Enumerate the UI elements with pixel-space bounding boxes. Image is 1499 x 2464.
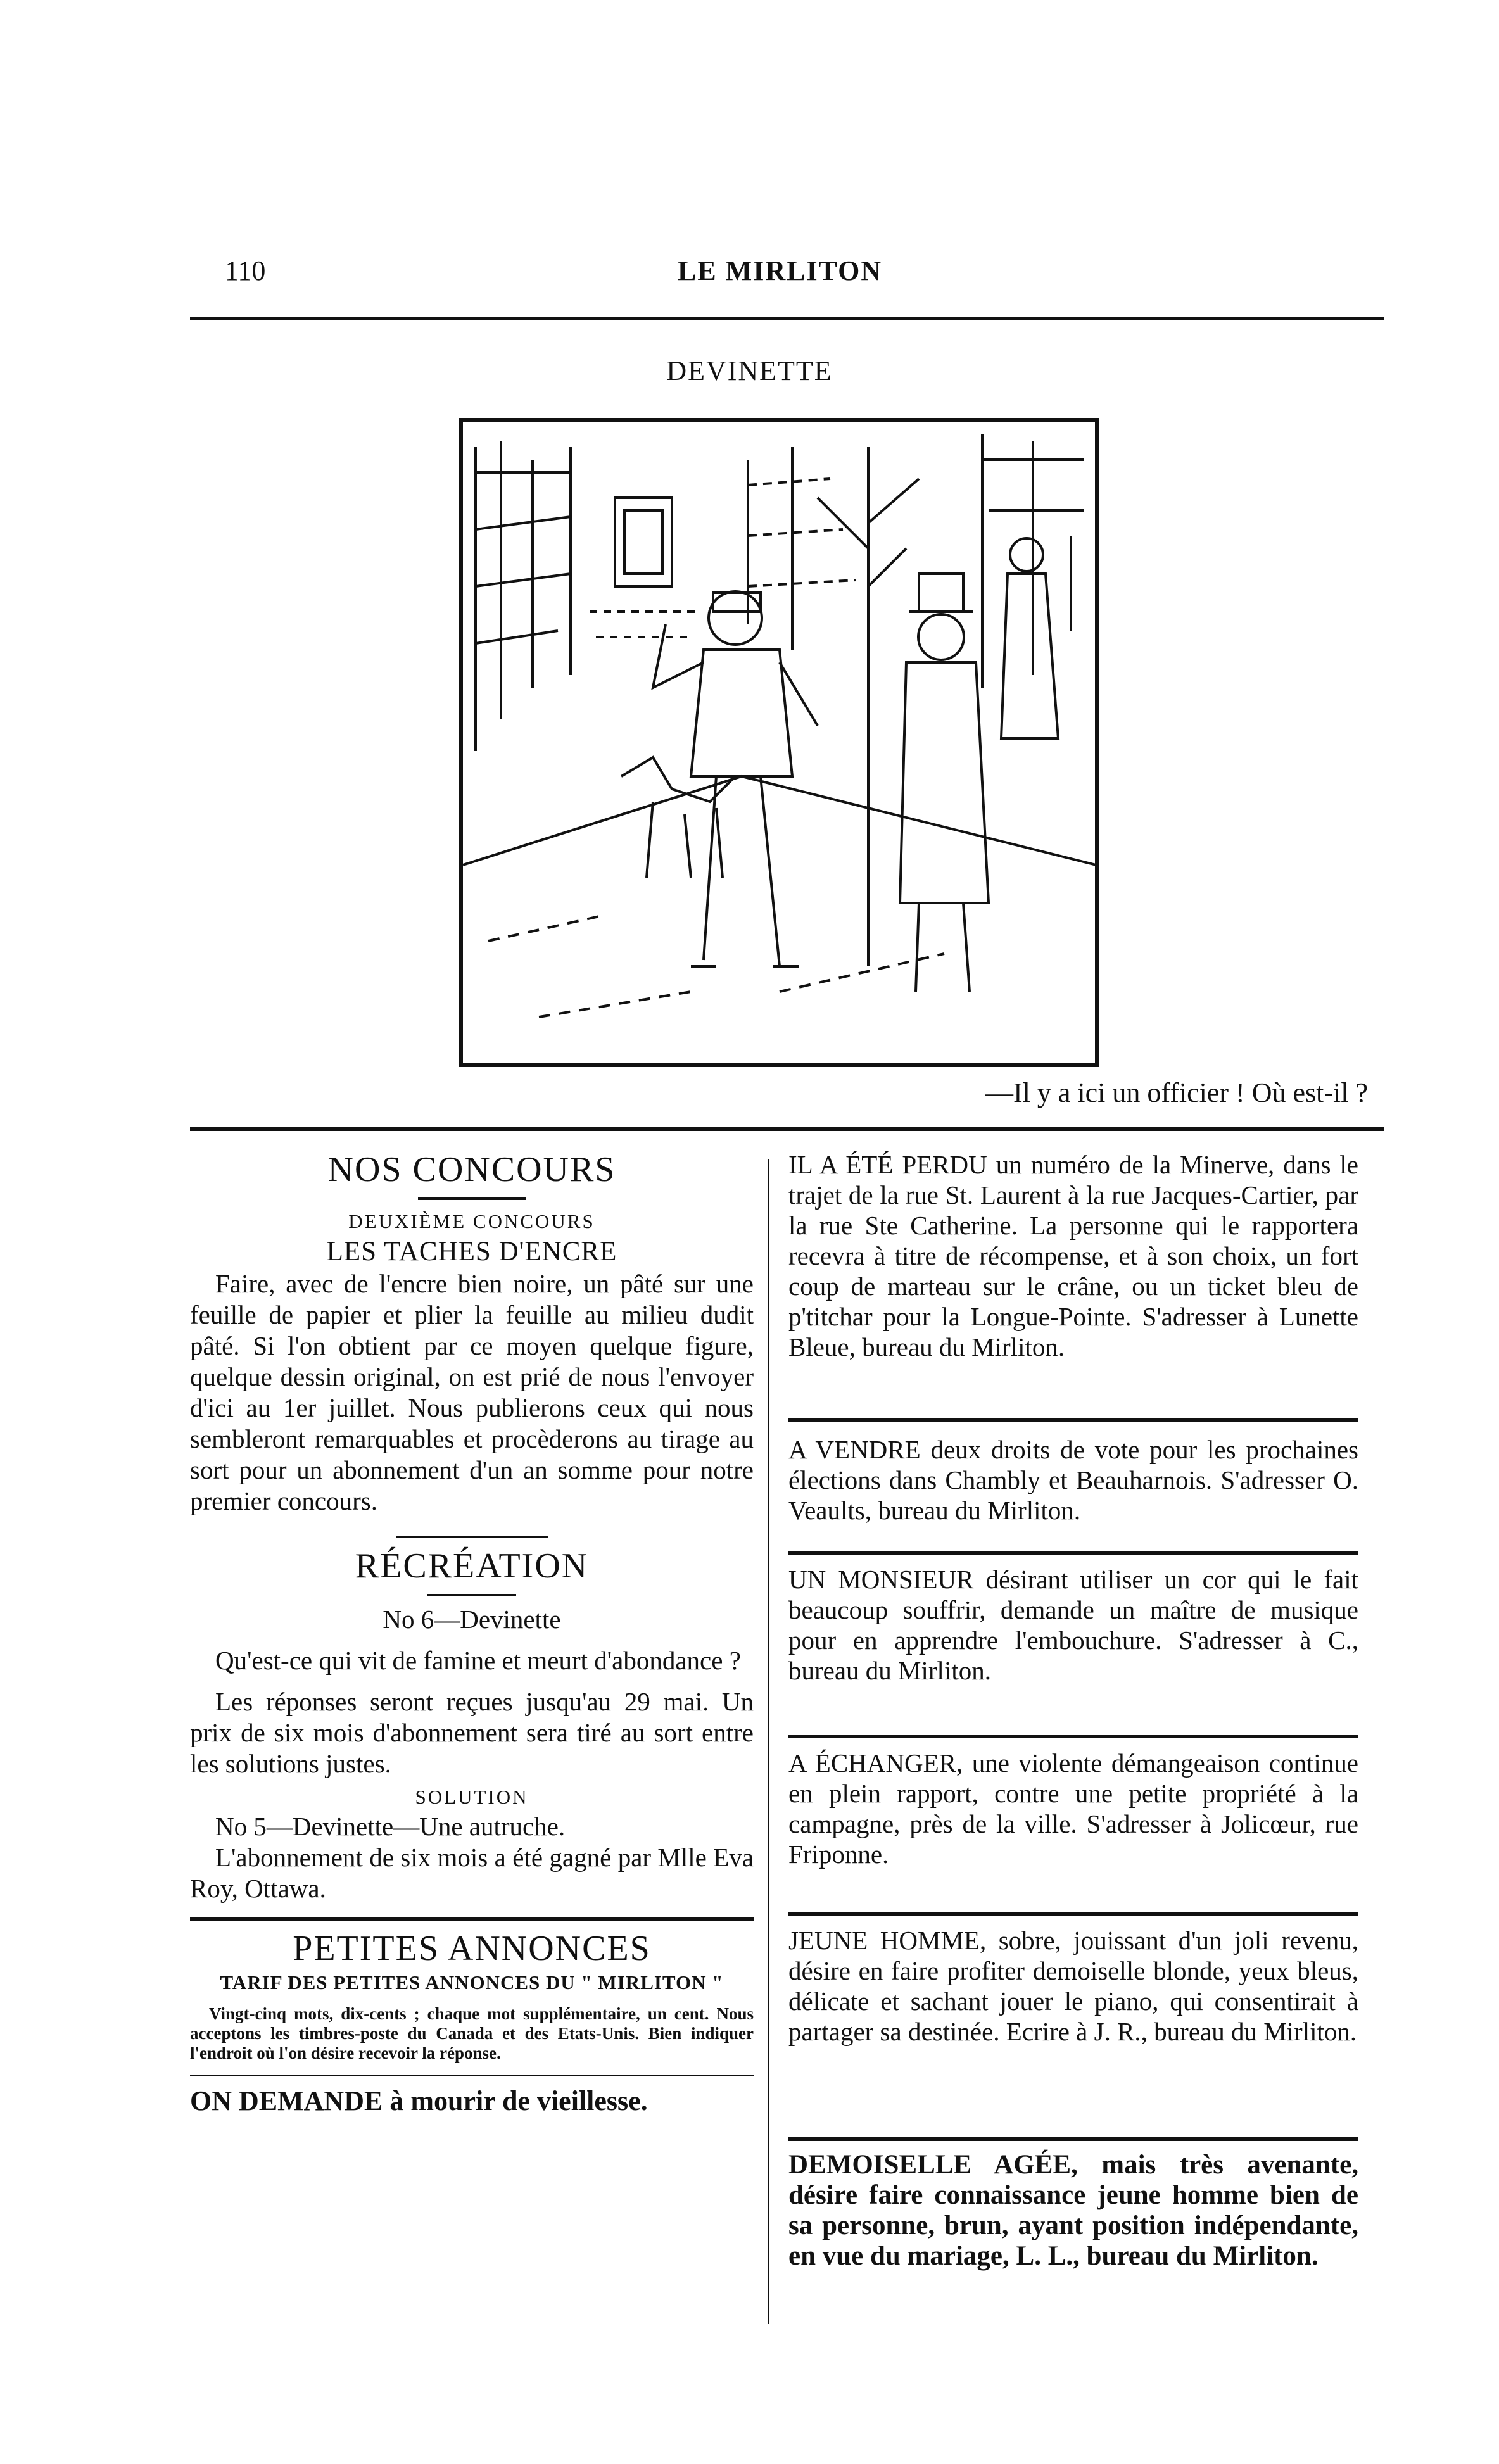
concours-divider: [418, 1197, 526, 1200]
annonce-rule-4: [788, 1912, 1358, 1916]
annonce-rule-1: [788, 1418, 1358, 1422]
recreation-subtitle: No 6—Devinette: [383, 1605, 561, 1634]
concours-body: Faire, avec de l'encre bien noire, un pâté sur une feuille de papier et plier la feuille au milieu dudit pâté. Si l'on obtient par ce moyen quelque figure, quelque dessin original, on est prié de nous l'envoyer d'ici au 1er juillet. Nous publierons ceux qui nous sembleront remarquables et procèderons au tirage au sort pour un abonnement d'un an somme pour notre premier concours.: [190, 1269, 754, 1515]
devinette-illustration: [459, 418, 1099, 1067]
solution-label: SOLUTION: [415, 1786, 529, 1808]
annonce-jeune-homme: JEUNE HOMME, sobre, jouissant d'un joli revenu, désire en faire profiter demoiselle blonde, yeux bleus, délicate et sachant jouer le piano, qui consentirait à partager sa destinée. Ecrire à J. R., bureau du Mirliton.: [788, 1926, 1358, 2046]
annonce-demoiselle: DEMOISELLE AGÉE, mais très avenante, désire faire connaissance jeune homme bien de sa personne, brun, ayant position indépendante, en vue du mariage, L. L., bureau du Mirliton.: [788, 2150, 1358, 2271]
caption-rule: [190, 1127, 1384, 1131]
street-scene-drawing: [463, 422, 1096, 1065]
annonce-rule-5: [788, 2137, 1358, 2141]
recreation-title: RÉCRÉATION: [355, 1546, 589, 1586]
left-column: [190, 1149, 754, 2116]
running-title: LE MIRLITON: [678, 255, 883, 286]
annonce-perdu: IL A ÉTÉ PERDU un numéro de la Minerve, dans le trajet de la rue St. Laurent à la rue Jacques-Cartier, par la rue Ste Catherine. La personne qui le rapportera recevra à titre de récompense, et à son choix, un fort coup de marteau sur le crâne, ou un ticket bleu de p'titchar pour la Longue-Pointe. S'adresser à Lunette Bleue, bureau du Mirliton.: [788, 1150, 1358, 1362]
recreation-divider-top: [396, 1536, 548, 1538]
concours-title: NOS CONCOURS: [327, 1150, 616, 1189]
tarif-body: Vingt-cinq mots, dix-cents ; chaque mot supplémentaire, un cent. Nous acceptons les timbres-poste du Canada et des Etats-Unis. Bien indiquer l'endroit où l'on désire recevoir la réponse.: [190, 2004, 754, 2063]
annonces-rule: [190, 1917, 754, 1921]
petites-annonces-title: PETITES ANNONCES: [293, 1929, 651, 1968]
annonce-rule-3: [788, 1735, 1358, 1738]
devinette-title: DEVINETTE: [666, 355, 833, 386]
header-rule: [190, 317, 1384, 320]
tarif-heading: TARIF DES PETITES ANNONCES DU " MIRLITON ": [220, 1971, 724, 1993]
tarif-rule: [190, 2075, 754, 2076]
column-divider: [768, 1159, 769, 2324]
page-number: 110: [225, 255, 266, 286]
devinette-caption: —Il y a ici un officier ! Où est-il ?: [985, 1077, 1368, 1108]
annonce-rule-2: [788, 1551, 1358, 1555]
annonce-echanger: A ÉCHANGER, une violente démangeaison continue en plein rapport, contre une petite propriété à la campagne, près de la ville. S'adresser à Jolicœur, rue Friponne.: [788, 1748, 1358, 1869]
recreation-solution: No 5—Devinette—Une autruche.: [215, 1812, 566, 1841]
recreation-winner: L'abonnement de six mois a été gagné par Mlle Eva Roy, Ottawa.: [190, 1843, 754, 1903]
annonce-vendre: A VENDRE deux droits de vote pour les prochaines élections dans Chambly et Beauharnois. S'adresser O. Veaults, bureau du Mirliton.: [788, 1435, 1358, 1525]
recreation-answers-note: Les réponses seront reçues jusqu'au 29 mai. Un prix de six mois d'abonnement sera tiré au sort entre les solutions justes.: [190, 1687, 754, 1778]
recreation-divider: [427, 1594, 516, 1596]
recreation-question: Qu'est-ce qui vit de famine et meurt d'abondance ?: [215, 1646, 741, 1675]
annonce-monsieur: UN MONSIEUR désirant utiliser un cor qui le fait beaucoup souffrir, demande un maître de musique pour en apprendre l'embouchure. S'adresser à C., bureau du Mirliton.: [788, 1565, 1358, 1685]
concours-heading: LES TACHES D'ENCRE: [326, 1237, 617, 1267]
on-demande-ad: ON DEMANDE à mourir de vieillesse.: [190, 2085, 648, 2116]
concours-subtitle: DEUXIÈME CONCOURS: [348, 1210, 595, 1232]
